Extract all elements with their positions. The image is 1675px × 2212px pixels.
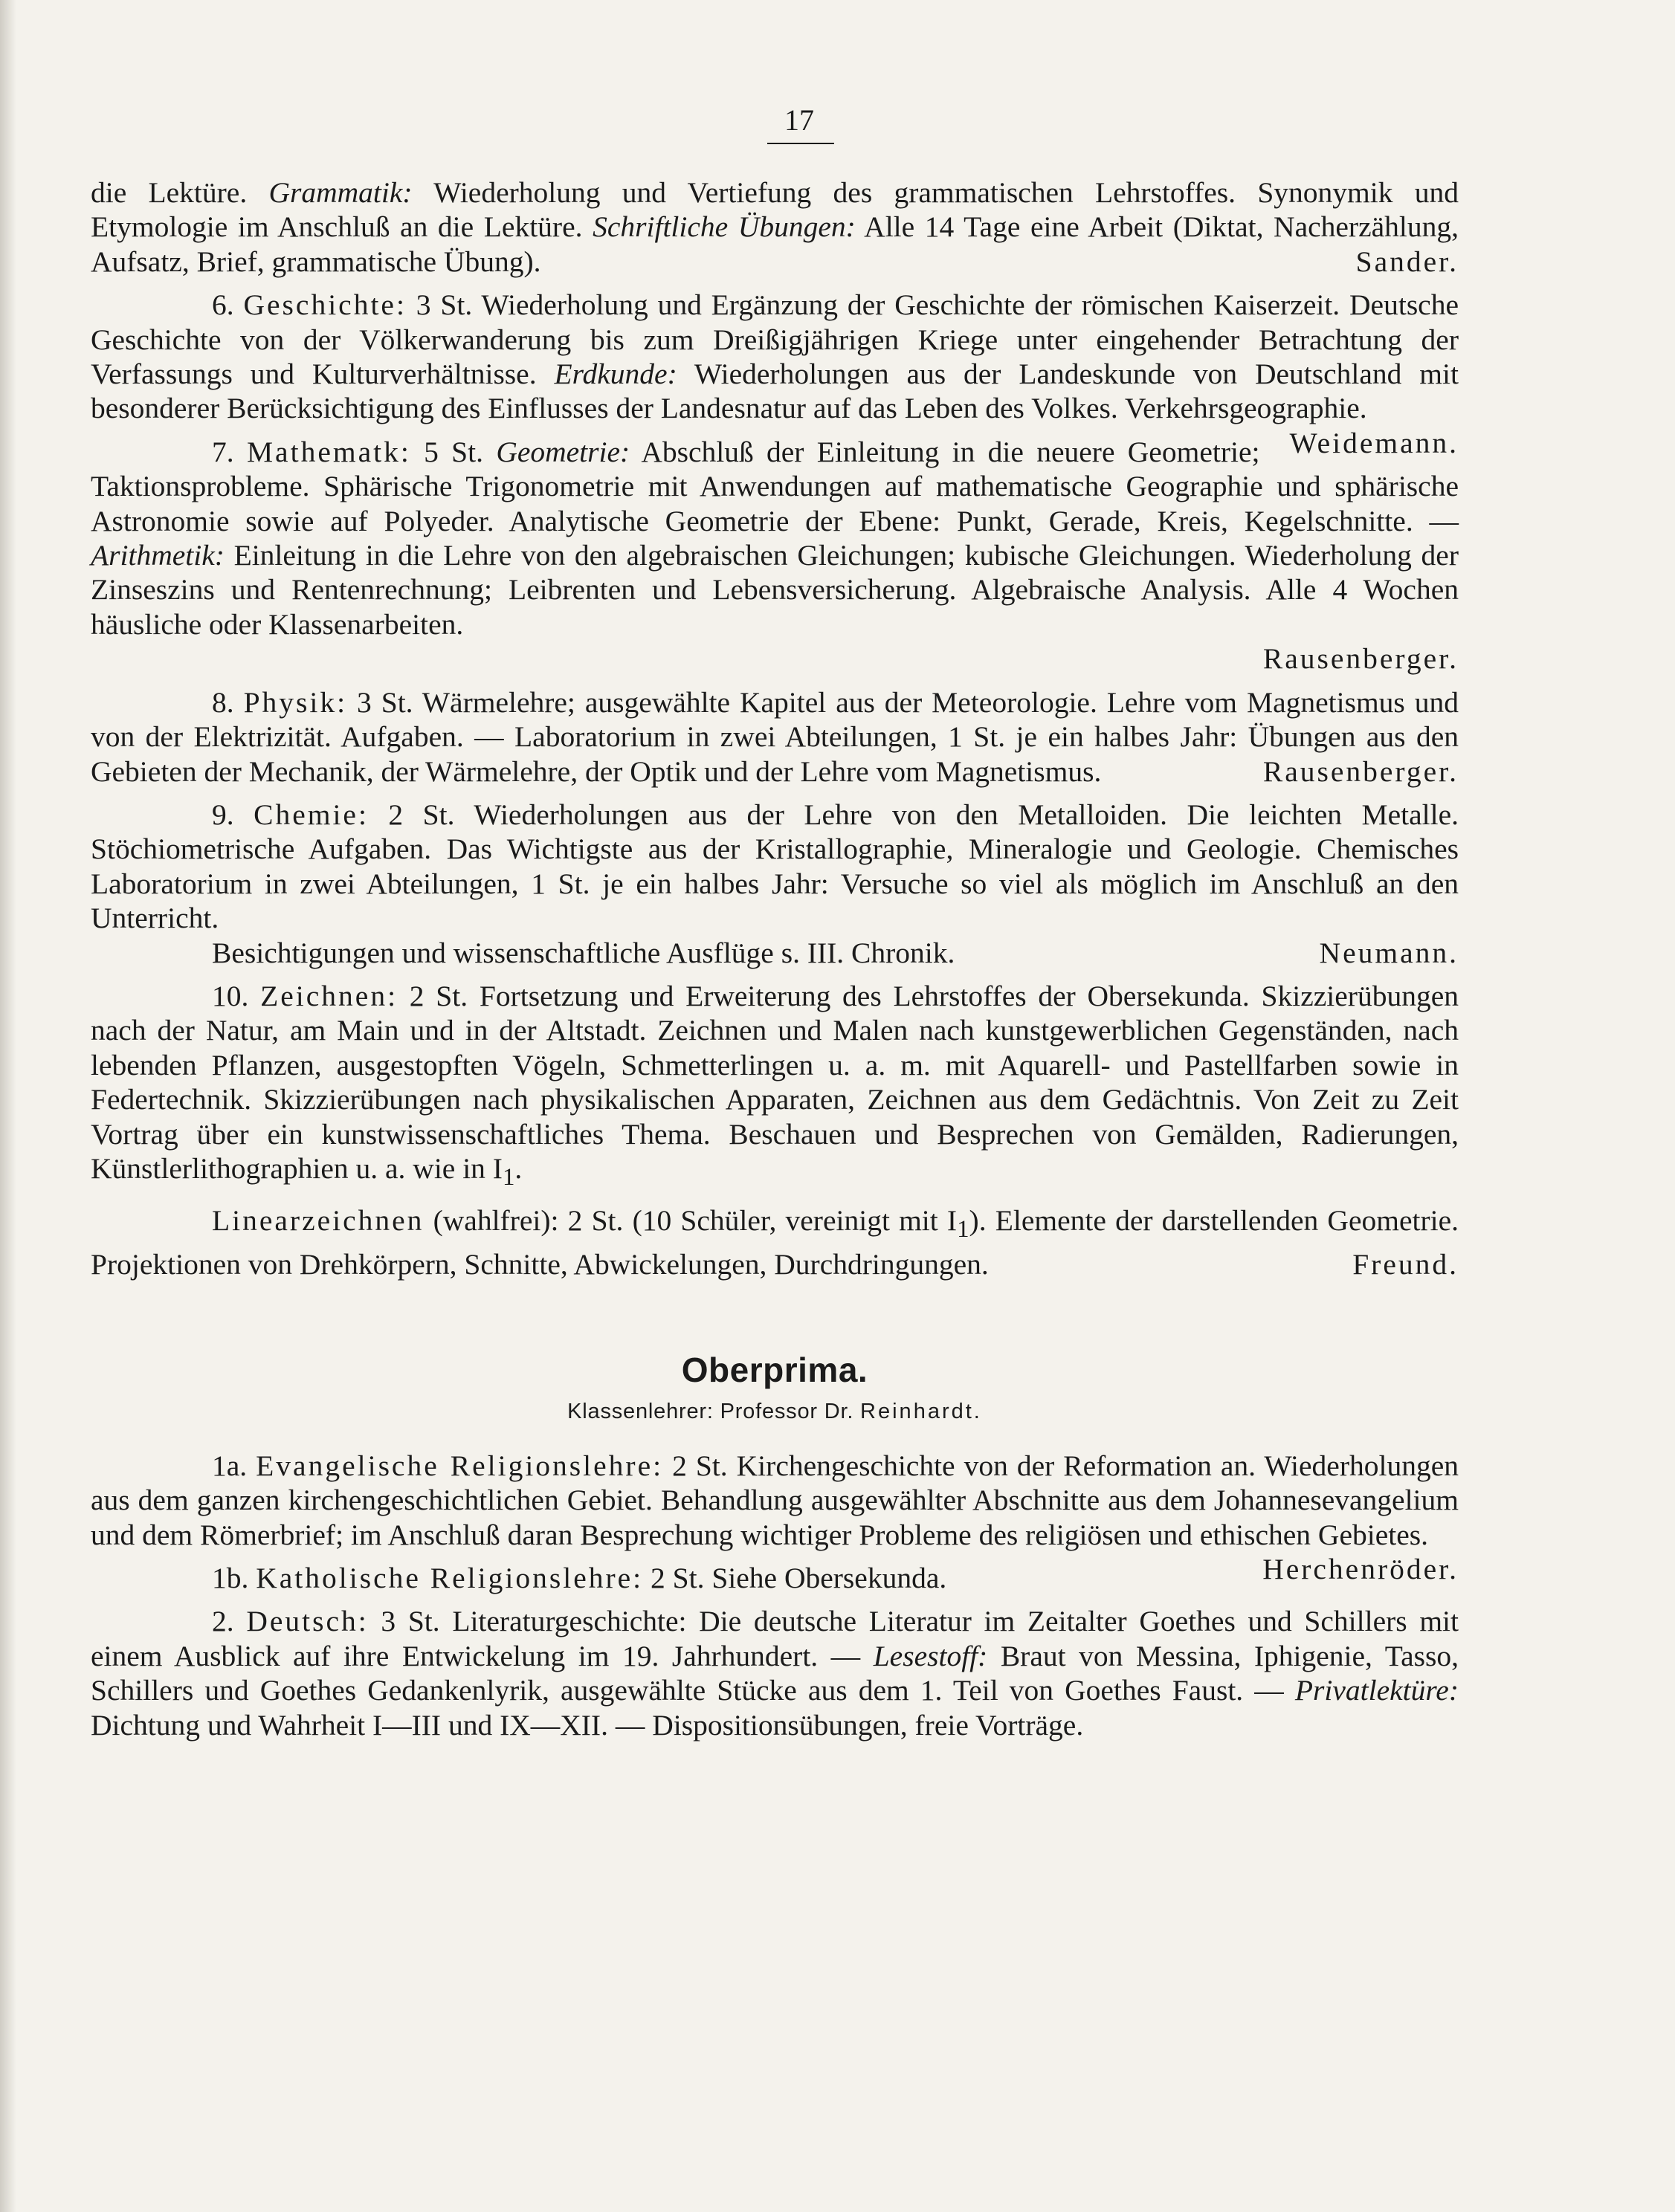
paragraph-linearzeichnen <box>91 1203 1459 1281</box>
text: 2 St. Wiederholungen aus der Lehre von den Metalloiden. Die leichten Metalle. Stöchiometrische Aufgaben. Das Wichtigste aus der Kristallographie, Mineralogie und Geologie. Chemisches Laboratorium in zwei Abteilungen, 1 St. je ein halbes Jahr: Versuche so viel als möglich im Anschluß an den Unterricht. <box>91 798 1459 935</box>
item-number: 9. <box>212 798 234 831</box>
paragraph-mathematik <box>91 435 1459 641</box>
text: die Lektüre. <box>91 176 269 209</box>
paragraph-chemie <box>91 798 1459 936</box>
italic-term: Arithmetik: <box>91 539 225 572</box>
teacher-name: Reinhardt. <box>860 1400 982 1424</box>
teacher-name: Weidemann. <box>1289 426 1459 459</box>
item-number: 1a. <box>212 1449 248 1482</box>
italic-term: Lesestoff: <box>873 1639 988 1672</box>
subject-name: Linearzeichnen <box>212 1204 425 1238</box>
page-number: 17 <box>784 103 814 137</box>
item-number: 6. <box>212 288 234 322</box>
section-heading: Oberprima. <box>681 1350 868 1389</box>
subscript: 1 <box>502 1163 515 1191</box>
italic-term: Erdkunde: <box>554 358 677 391</box>
text: 2 St. Kirchengeschichte von der Reformation an. Wiederholungen aus dem ganzen kirchengeschichtlichen Gebiet. Behandlung ausgewählter Abschnitte aus dem Johannesevangelium und dem Römerbrief; im Anschluß daran Besprechung wichtiger Probleme des religiösen und ethischen Gebietes. <box>91 1449 1459 1551</box>
teacher-name: Rausenberger. <box>1262 642 1459 676</box>
text: 3 St. Wiederholung und Ergänzung der Geschichte der römischen Kaiserzeit. Deutsche Geschichte von der Völkerwanderung bis zum Dreißigjährigen Kriege unter eingehender Betrachtung der Verfassungs und Kulturverhältnisse. <box>91 288 1459 391</box>
subject-name: Chemie: <box>254 798 369 831</box>
subject-name: Zeichnen: <box>260 979 398 1012</box>
italic-term: Geometrie: <box>496 435 630 468</box>
text: Abschluß der Einleitung in die neuere Geometrie; Taktionsprobleme. Sphärische Trigonometrie mit Anwendungen auf mathematische Geographie und sphärische Astronomie sowie auf Polyeder. Analytische Geometrie der Ebene: Punkt, Gerade, Kreis, Kegelschnitte. — <box>91 435 1459 537</box>
item-number: 7. <box>212 435 234 468</box>
subject-name: Evangelische Religionslehre: <box>256 1449 664 1482</box>
text: . <box>514 1151 523 1185</box>
italic-term: Privatlektüre: <box>1294 1674 1459 1707</box>
text: 2 St. Siehe Obersekunda. <box>643 1562 947 1594</box>
text: Klassenlehrer: Professor Dr. <box>567 1400 861 1424</box>
item-number: 10. <box>212 979 249 1012</box>
subject-name: Geschichte: <box>243 288 407 322</box>
page-number-rule <box>767 143 834 144</box>
text: Braut von Messina, Iphigenie, Tasso, Schillers und Goethes Gedankenlyrik, ausgewählte Stücke aus dem 1. Teil von Goethes Faust. — <box>91 1639 1459 1707</box>
paragraph-zeichnen <box>91 979 1459 1194</box>
paragraph-chemie-excursions <box>91 936 1459 970</box>
subject-name: Katholische Religionslehre: <box>256 1562 644 1594</box>
text: Wiederholung und Vertiefung des grammatischen Lehrstoffes. Synonymik und Etymologie im Anschluß an die Lektüre. <box>91 176 1459 244</box>
paragraph-deutsch <box>91 1604 1459 1742</box>
page-body <box>91 175 1459 1742</box>
teacher-name: Sander. <box>1355 245 1459 278</box>
subject-name: Mathematk: <box>246 435 411 468</box>
paragraph-physik <box>91 685 1459 789</box>
teacher-name: Neumann. <box>1319 936 1459 969</box>
subject-name: Physik: <box>243 685 348 719</box>
italic-term: Schriftliche Übungen: <box>593 210 856 244</box>
item-number: 2. <box>212 1605 234 1638</box>
paragraph-lektuere <box>91 175 1459 279</box>
text: ). Elemente der darstellenden Geometrie. Projektionen von Drehkörpern, Schnitte, Abwickelungen, Durchdringungen. <box>91 1204 1459 1281</box>
teacher-name: Herchenröder. <box>1262 1553 1459 1585</box>
teacher-name-line <box>91 641 1459 676</box>
text: Dichtung und Wahrheit I—III und IX—XII. — Dispositionsübungen, freie Vorträge. <box>91 1708 1084 1742</box>
subscript: 1 <box>957 1216 969 1244</box>
text: Einleitung in die Lehre von den algebraischen Gleichungen; kubische Gleichungen. Wiederholung der Zinseszins und Rentenrechnung; Leibrenten und Lebensversicherung. Algebraische Analysis. Alle 4 Wochen häusliche oder Klassenarbeiten. <box>91 539 1459 641</box>
text: 5 St. <box>410 435 497 468</box>
text: 2 St. Fortsetzung und Erweiterung des Lehrstoffes der Obersekunda. Skizzierübungen nach der Natur, am Main und in der Altstadt. Zeichnen und Malen nach kunstgewerblichen Gegenständen, nach lebenden Pflanzen, ausgestopften Vögeln, Schmetterlingen u. a. m. mit Aquarell- und Pastellfarben sowie in Federtechnik. Skizzierübungen nach physikalischen Apparaten, Zeichnen aus dem Gedächtnis. Von Zeit zu Zeit Vortrag über ein kunstwissenschaftliches Thema. Beschauen und Besprechen von Gemälden, Radierungen, Künstlerlithographien u. a. wie in I <box>91 979 1459 1185</box>
subject-name: Deutsch: <box>246 1605 369 1638</box>
text: 3 St. Wärmelehre; ausgewählte Kapitel aus der Meteorologie. Lehre vom Magnetismus und von der Elektrizität. Aufgaben. — Laboratorium in zwei Abteilungen, 1 St. je ein halbes Jahr: Übungen aus den Gebieten der Mechanik, der Wärmelehre, der Optik und der Lehre vom Magnetismus. <box>91 685 1459 788</box>
page-edge-shadow <box>0 0 16 2212</box>
teacher-name: Freund. <box>1352 1247 1459 1281</box>
text: Wiederholungen aus der Landeskunde von Deutschland mit besonderer Berücksichtigung des Einflusses der Landesnatur auf das Leben des Volkes. Verkehrsgeographie. <box>91 358 1459 425</box>
paragraph-katholische-religion <box>91 1561 1459 1595</box>
item-number: 1b. <box>212 1562 249 1594</box>
teacher-name: Rausenberger. <box>1262 754 1459 788</box>
text: (wahlfrei): 2 St. (10 Schüler, vereinigt mit I <box>424 1204 958 1238</box>
text: Alle 14 Tage eine Arbeit (Diktat, Nacherzählung, Aufsatz, Brief, grammatische Übung). <box>91 210 1459 278</box>
text: 3 St. Literaturgeschichte: Die deutsche Literatur im Zeitalter Goethes und Schillers mit einem Ausblick auf ihre Entwickelung im 19. Jahrhundert. — <box>91 1605 1459 1672</box>
text: Besichtigungen und wissenschaftliche Ausflüge s. III. Chronik. <box>212 936 955 969</box>
item-number: 8. <box>212 685 234 719</box>
italic-term: Grammatik: <box>268 176 413 209</box>
class-teacher-line <box>91 1394 1459 1429</box>
